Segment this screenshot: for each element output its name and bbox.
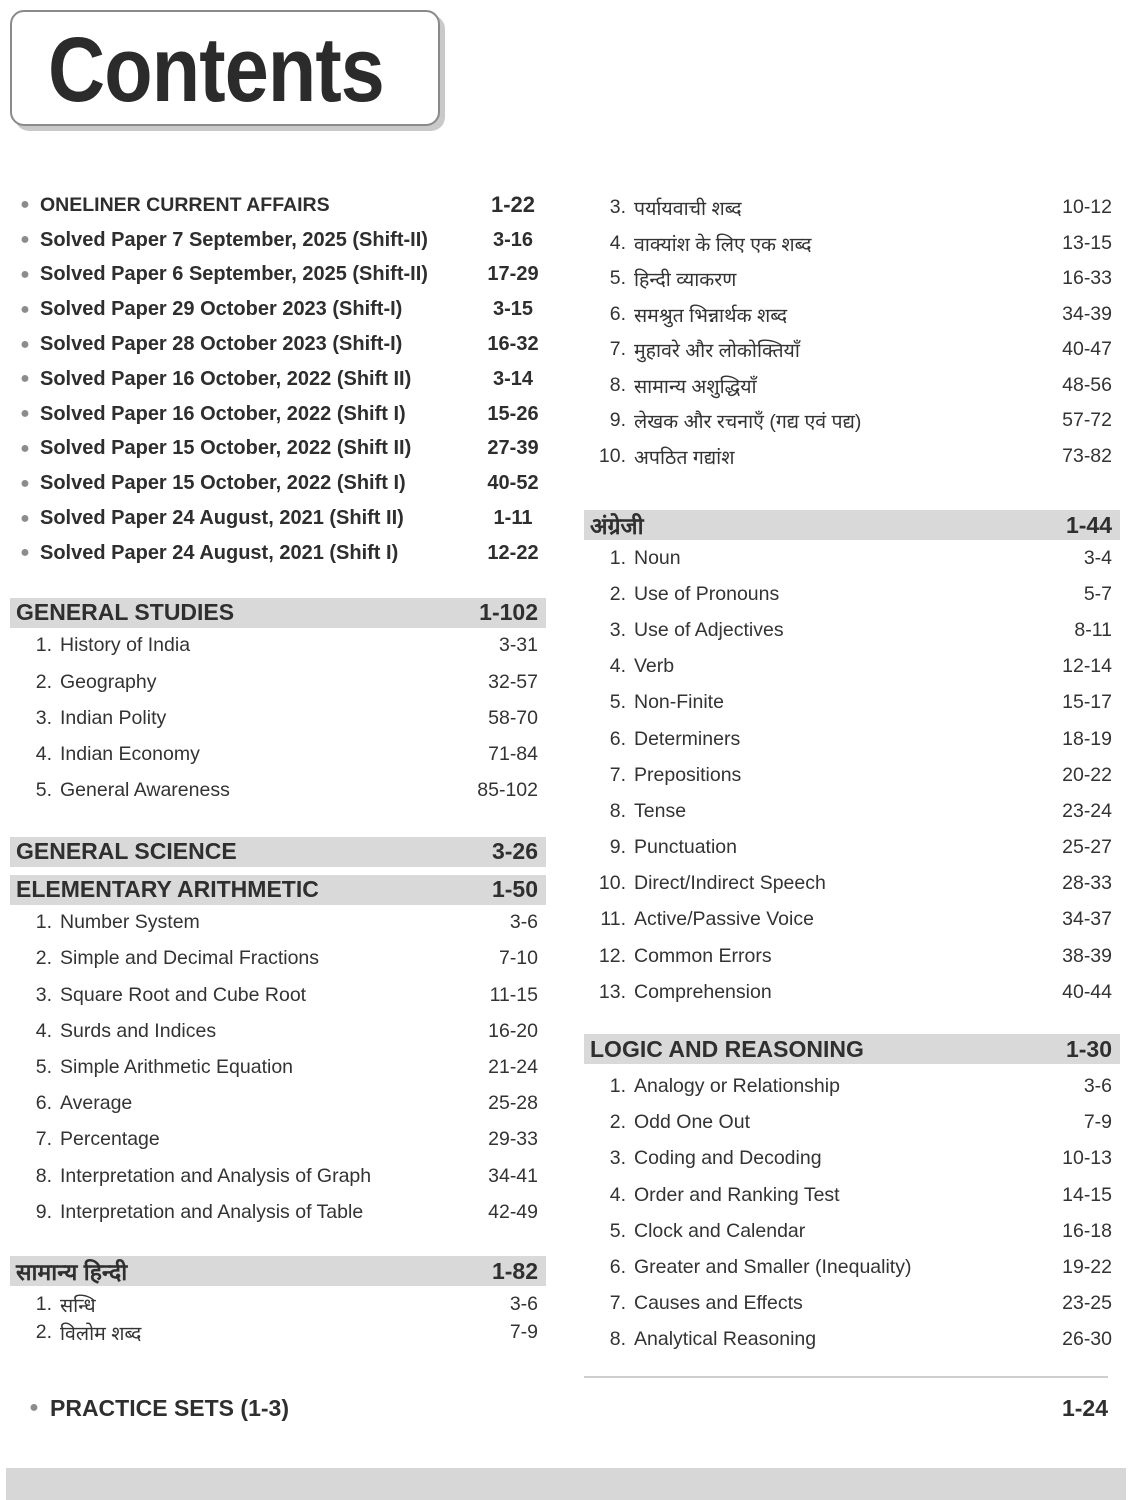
toc-item[interactable]: 7. मुहावरे और लोकोक्तियाँ 40-47 <box>609 338 1112 363</box>
toc-item[interactable]: 9. Interpretation and Analysis of Table 42-49 <box>35 1200 538 1223</box>
arithmetic-list <box>10 905 546 1231</box>
toc-item[interactable]: 9. Punctuation 25-27 <box>609 836 1112 859</box>
hindi-list-left <box>10 1286 546 1346</box>
bullet-icon: ● <box>20 265 30 283</box>
general-studies-list <box>10 628 546 809</box>
right-column <box>584 190 1120 1358</box>
hindi-list-right <box>584 190 1120 474</box>
toc-item[interactable]: 2. Geography 32-57 <box>35 670 538 693</box>
toc-item[interactable]: 6. Determiners 18-19 <box>609 727 1112 750</box>
toc-item[interactable]: 4. Verb 12-14 <box>609 655 1112 678</box>
bullet-icon: ● <box>20 231 30 249</box>
toc-item[interactable]: 10. Direct/Indirect Speech 28-33 <box>598 872 1112 895</box>
toc-item[interactable]: 2. Odd One Out 7-9 <box>609 1111 1112 1134</box>
section-elementary-arithmetic[interactable]: ELEMENTARY ARITHMETIC 1-50 <box>10 875 546 905</box>
toc-item[interactable]: 4. Indian Economy 71-84 <box>35 742 538 765</box>
toc-entry[interactable]: ● Solved Paper 29 October 2023 (Shift-I) 3-15 <box>10 292 546 327</box>
toc-item[interactable]: 1. Noun 3-4 <box>609 546 1112 569</box>
bullet-icon: ● <box>20 405 30 423</box>
toc-item[interactable]: 4. वाक्यांश के लिए एक शब्द 13-15 <box>609 231 1112 256</box>
toc-item[interactable]: 5. Clock and Calendar 16-18 <box>609 1219 1112 1242</box>
section-general-studies[interactable]: GENERAL STUDIES 1-102 <box>10 598 546 628</box>
toc-entry[interactable]: ● ONELINER CURRENT AFFAIRS 1-22 <box>10 188 546 223</box>
left-column <box>10 188 546 1346</box>
toc-entry[interactable]: ● Solved Paper 28 October 2023 (Shift-I) 16-32 <box>10 327 546 362</box>
footer-bar <box>6 1468 1126 1500</box>
toc-item[interactable]: 1. Analogy or Relationship 3-6 <box>609 1075 1112 1098</box>
toc-item[interactable]: 8. सामान्य अशुद्धियाँ 48-56 <box>609 373 1112 398</box>
toc-item[interactable]: 7. Causes and Effects 23-25 <box>609 1292 1112 1315</box>
toc-item[interactable]: 7. Percentage 29-33 <box>35 1128 538 1151</box>
top-list <box>10 188 546 571</box>
toc-entry[interactable]: ● Solved Paper 16 October, 2022 (Shift I) 15-26 <box>10 397 546 432</box>
toc-item[interactable]: 3. Square Root and Cube Root 11-15 <box>35 983 538 1006</box>
toc-item[interactable]: 12. Common Errors 38-39 <box>598 944 1112 967</box>
toc-entry[interactable]: ● Solved Paper 7 September, 2025 (Shift-II) 3-16 <box>10 223 546 258</box>
toc-item[interactable]: 11. Active/Passive Voice 34-37 <box>600 908 1112 931</box>
toc-item[interactable]: 3. Indian Polity 58-70 <box>35 706 538 729</box>
section-hindi[interactable]: सामान्य हिन्दी 1-82 <box>10 1256 546 1286</box>
divider <box>584 1376 1108 1378</box>
toc-item[interactable]: 5. Simple Arithmetic Equation 21-24 <box>35 1056 538 1079</box>
toc-item[interactable]: 5. हिन्दी व्याकरण 16-33 <box>609 267 1112 292</box>
bullet-icon: ● <box>20 370 30 388</box>
toc-entry[interactable]: ● Solved Paper 24 August, 2021 (Shift II) 1-11 <box>10 501 546 536</box>
toc-item[interactable]: 1. Number System 3-6 <box>35 911 538 934</box>
toc-item[interactable]: 6. Average 25-28 <box>35 1092 538 1115</box>
toc-item[interactable]: 8. Tense 23-24 <box>609 799 1112 822</box>
toc-entry[interactable]: ● Solved Paper 15 October, 2022 (Shift I) 40-52 <box>10 466 546 501</box>
toc-item[interactable]: 3. पर्यायवाची शब्द 10-12 <box>609 196 1112 221</box>
toc-item[interactable]: 8. Analytical Reasoning 26-30 <box>609 1328 1112 1351</box>
toc-item[interactable]: 5. Non-Finite 15-17 <box>609 691 1112 714</box>
toc-item[interactable]: 6. Greater and Smaller (Inequality) 19-22 <box>609 1255 1112 1278</box>
toc-item[interactable]: 9. लेखक और रचनाएँ (गद्य एवं पद्य) 57-72 <box>609 409 1112 434</box>
page-title: Contents <box>48 19 384 121</box>
toc-item[interactable]: 2. विलोम शब्द 7-9 <box>35 1320 538 1345</box>
english-list <box>584 540 1120 1010</box>
toc-item[interactable]: 6. समश्रुत भिन्नार्थक शब्द 34-39 <box>609 302 1112 327</box>
bullet-icon: ● <box>29 1399 39 1416</box>
section-logic-reasoning[interactable]: LOGIC AND REASONING 1-30 <box>584 1034 1120 1064</box>
bullet-icon: ● <box>20 474 30 492</box>
bullet-icon: ● <box>20 544 30 562</box>
toc-item[interactable]: 1. History of India 3-31 <box>35 634 538 657</box>
title-box <box>10 10 440 126</box>
toc-entry[interactable]: ● Solved Paper 24 August, 2021 (Shift I) 12-22 <box>10 536 546 571</box>
bullet-icon: ● <box>20 196 30 214</box>
logic-list <box>584 1064 1120 1358</box>
toc-entry[interactable]: ● Solved Paper 15 October, 2022 (Shift II) 27-39 <box>10 432 546 467</box>
toc-entry[interactable]: ● Solved Paper 6 September, 2025 (Shift-II) 17-29 <box>10 258 546 293</box>
toc-item[interactable]: 5. General Awareness 85-102 <box>35 779 538 802</box>
toc-item[interactable]: 3. Coding and Decoding 10-13 <box>609 1147 1112 1170</box>
toc-item[interactable]: 1. सन्धि 3-6 <box>35 1292 538 1317</box>
bullet-icon: ● <box>20 335 30 353</box>
toc-item[interactable]: 2. Use of Pronouns 5-7 <box>609 582 1112 605</box>
toc-item[interactable]: 10. अपठित गद्यांश 73-82 <box>598 444 1112 469</box>
toc-entry[interactable]: ● Solved Paper 16 October, 2022 (Shift II) 3-14 <box>10 362 546 397</box>
practice-sets-entry[interactable]: ● PRACTICE SETS (1-3) 1-24 <box>18 1390 1118 1426</box>
bullet-icon: ● <box>20 300 30 318</box>
toc-item[interactable]: 4. Order and Ranking Test 14-15 <box>609 1183 1112 1206</box>
toc-item[interactable]: 7. Prepositions 20-22 <box>609 763 1112 786</box>
bullet-icon: ● <box>20 509 30 527</box>
toc-item[interactable]: 13. Comprehension 40-44 <box>598 980 1112 1003</box>
toc-item[interactable]: 2. Simple and Decimal Fractions 7-10 <box>35 947 538 970</box>
toc-item[interactable]: 4. Surds and Indices 16-20 <box>35 1019 538 1042</box>
section-english[interactable]: अंग्रेजी 1-44 <box>584 510 1120 540</box>
bullet-icon: ● <box>20 439 30 457</box>
section-general-science[interactable]: GENERAL SCIENCE 3-26 <box>10 837 546 867</box>
toc-item[interactable]: 3. Use of Adjectives 8-11 <box>609 618 1112 641</box>
toc-item[interactable]: 8. Interpretation and Analysis of Graph 34-41 <box>35 1164 538 1187</box>
